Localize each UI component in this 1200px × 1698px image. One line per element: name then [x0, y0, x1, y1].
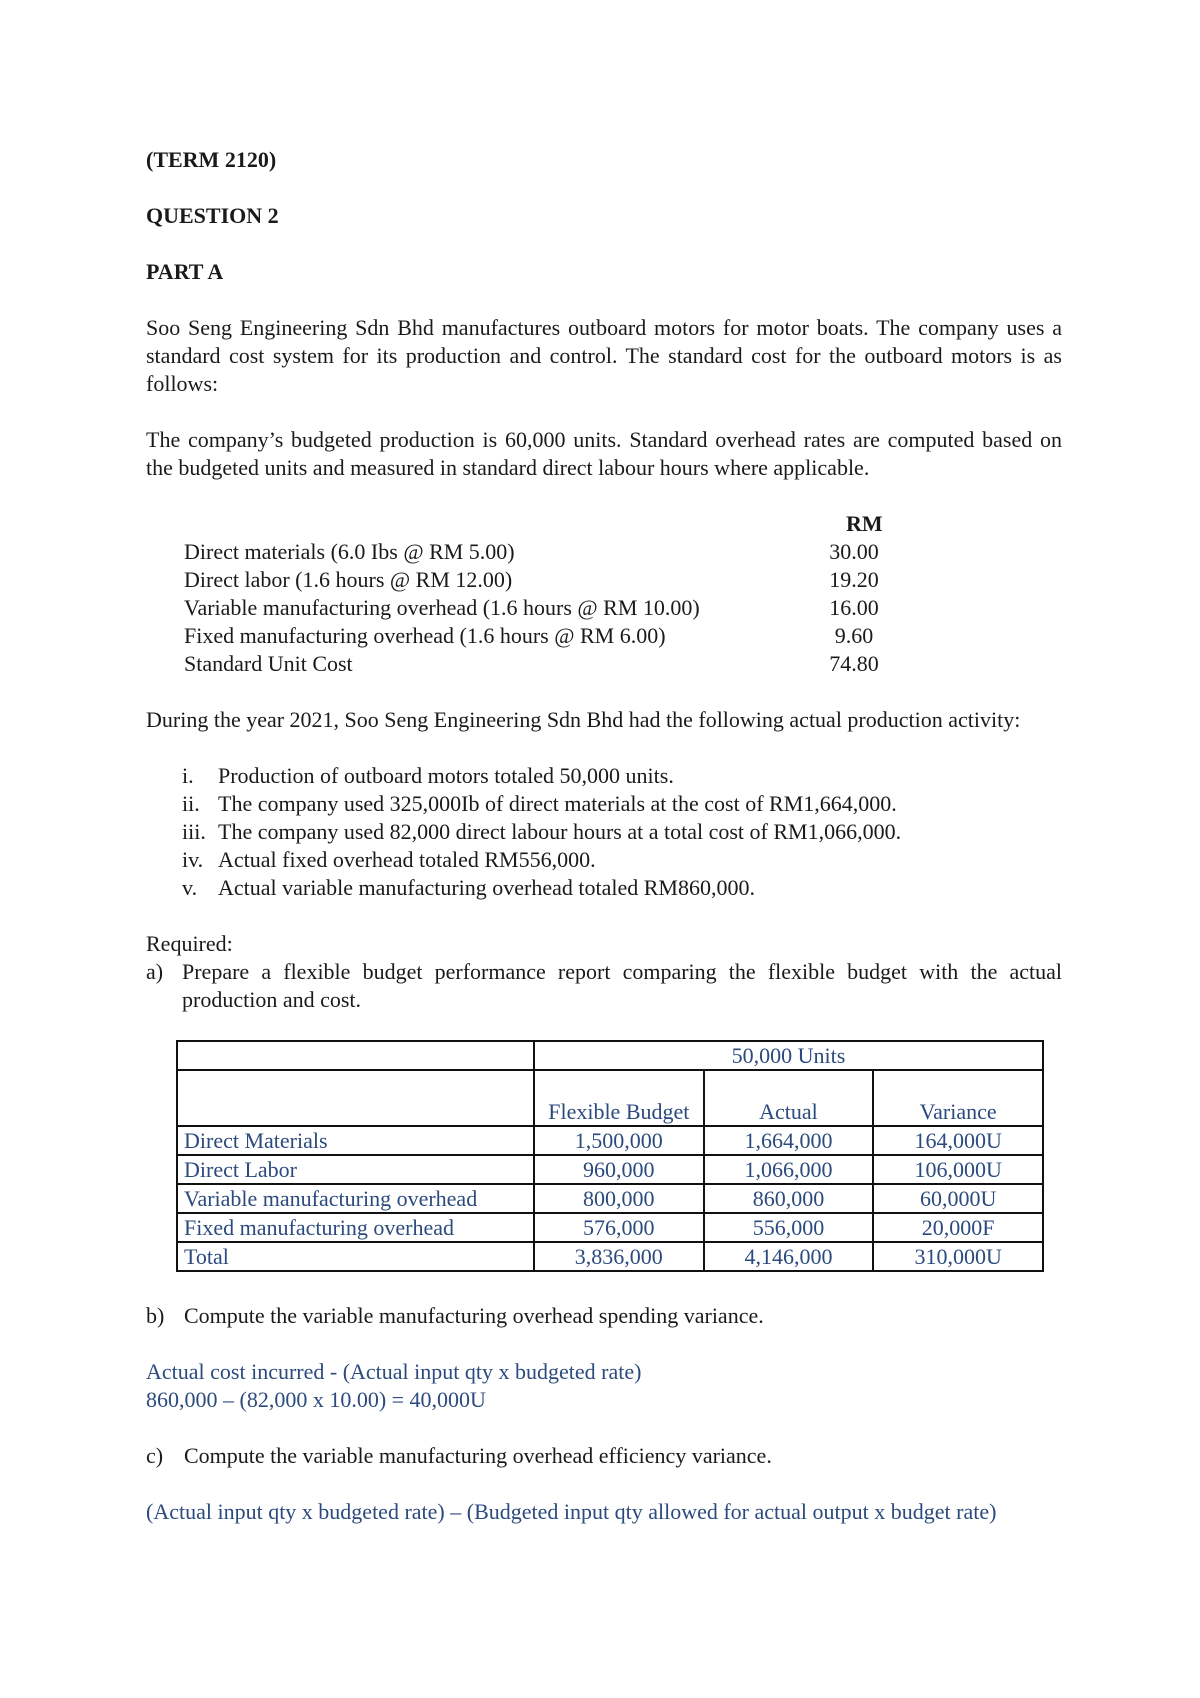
list-text: Actual fixed overhead totaled RM556,000. [218, 847, 596, 872]
answer-b-formula: Actual cost incurred - (Actual input qty x budgeted rate) [146, 1359, 642, 1384]
list-text: The company used 82,000 direct labour hours at a total cost of RM1,066,000. [218, 819, 902, 844]
question-heading: QUESTION 2 [146, 203, 279, 228]
flexible-value: 1,500,000 [534, 1126, 704, 1155]
variance-value: 164,000U [873, 1126, 1043, 1155]
required-label: Required: [146, 931, 233, 956]
question-a-letter: a) [146, 959, 164, 984]
units-header: 50,000 Units [534, 1041, 1043, 1070]
report-empty-cell [177, 1041, 534, 1070]
report-empty-cell [177, 1070, 534, 1126]
cost-row [184, 538, 904, 566]
list-number: ii. [182, 791, 200, 816]
term-heading: (TERM 2120) [146, 147, 277, 172]
report-header-row [177, 1070, 1043, 1126]
flexible-value: 3,836,000 [534, 1242, 704, 1271]
list-number: v. [182, 875, 198, 900]
flexible-value: 800,000 [534, 1184, 704, 1213]
question-b-letter: b) [146, 1303, 165, 1328]
list-text: Production of outboard motors totaled 50,000 units. [218, 763, 674, 788]
question-a-text: Prepare a flexible budget performance report comparing the flexible budget with the actual production and cost. [182, 959, 1062, 1012]
variance-value: 20,000F [873, 1213, 1043, 1242]
row-label: Direct Materials [177, 1126, 534, 1155]
table-row [177, 1242, 1043, 1271]
col-flexible-budget: Flexible Budget [534, 1070, 704, 1126]
standard-cost-table [184, 538, 904, 678]
col-actual: Actual [704, 1070, 874, 1126]
list-number: iv. [182, 847, 204, 872]
table-row [177, 1184, 1043, 1213]
row-label: Fixed manufacturing overhead [177, 1213, 534, 1242]
variance-value: 60,000U [873, 1184, 1043, 1213]
actual-value: 860,000 [704, 1184, 874, 1213]
question-c-text: Compute the variable manufacturing overhead efficiency variance. [184, 1443, 772, 1468]
currency-header: RM [846, 511, 883, 536]
cost-row [184, 650, 904, 678]
table-row [177, 1213, 1043, 1242]
question-c-letter: c) [146, 1443, 164, 1468]
variance-value: 310,000U [873, 1242, 1043, 1271]
list-text: The company used 325,000Ib of direct materials at the cost of RM1,664,000. [218, 791, 897, 816]
cost-label: Direct labor (1.6 hours @ RM 12.00) [184, 567, 513, 592]
cost-amount: 30.00 [829, 539, 879, 564]
actual-value: 4,146,000 [704, 1242, 874, 1271]
cost-amount: 16.00 [829, 595, 879, 620]
cost-label: Standard Unit Cost [184, 651, 353, 676]
actual-value: 1,066,000 [704, 1155, 874, 1184]
flexible-value: 960,000 [534, 1155, 704, 1184]
table-row [177, 1126, 1043, 1155]
cost-label: Fixed manufacturing overhead (1.6 hours @ RM 6.00) [184, 623, 666, 648]
intro-paragraph-2: The company’s budgeted production is 60,000 units. Standard overhead rates are computed based on the budgeted units and measured in standard direct labour hours where applicable. [146, 427, 1062, 480]
question-b-text: Compute the variable manufacturing overhead spending variance. [184, 1303, 764, 1328]
flexible-budget-report [176, 1040, 1044, 1272]
cost-label: Variable manufacturing overhead (1.6 hours @ RM 10.00) [184, 595, 700, 620]
table-row [177, 1155, 1043, 1184]
intro-paragraph-1: Soo Seng Engineering Sdn Bhd manufactures outboard motors for motor boats. The company uses a standard cost system for its production and control. The standard cost for the outboard motors is as follows: [146, 315, 1062, 396]
list-number: iii. [182, 819, 206, 844]
cost-label: Direct materials (6.0 Ibs @ RM 5.00) [184, 539, 515, 564]
variance-value: 106,000U [873, 1155, 1043, 1184]
row-label: Variable manufacturing overhead [177, 1184, 534, 1213]
cost-amount: 74.80 [829, 651, 879, 676]
cost-row [184, 594, 904, 622]
col-variance: Variance [873, 1070, 1043, 1126]
cost-amount: 9.60 [834, 623, 874, 648]
list-number: i. [182, 763, 194, 788]
answer-c-formula: (Actual input qty x budgeted rate) – (Budgeted input qty allowed for actual output x budget rate) [146, 1499, 997, 1524]
cost-row [184, 566, 904, 594]
cost-amount: 19.20 [829, 567, 879, 592]
actual-intro: During the year 2021, Soo Seng Engineering Sdn Bhd had the following actual production activity: [146, 707, 1021, 732]
part-heading: PART A [146, 259, 224, 284]
flexible-value: 576,000 [534, 1213, 704, 1242]
actual-value: 1,664,000 [704, 1126, 874, 1155]
actual-value: 556,000 [704, 1213, 874, 1242]
report-units-row [177, 1041, 1043, 1070]
row-label: Direct Labor [177, 1155, 534, 1184]
answer-b-calculation: 860,000 – (82,000 x 10.00) = 40,000U [146, 1387, 486, 1412]
cost-row [184, 622, 904, 650]
list-text: Actual variable manufacturing overhead totaled RM860,000. [218, 875, 755, 900]
row-label: Total [177, 1242, 534, 1271]
